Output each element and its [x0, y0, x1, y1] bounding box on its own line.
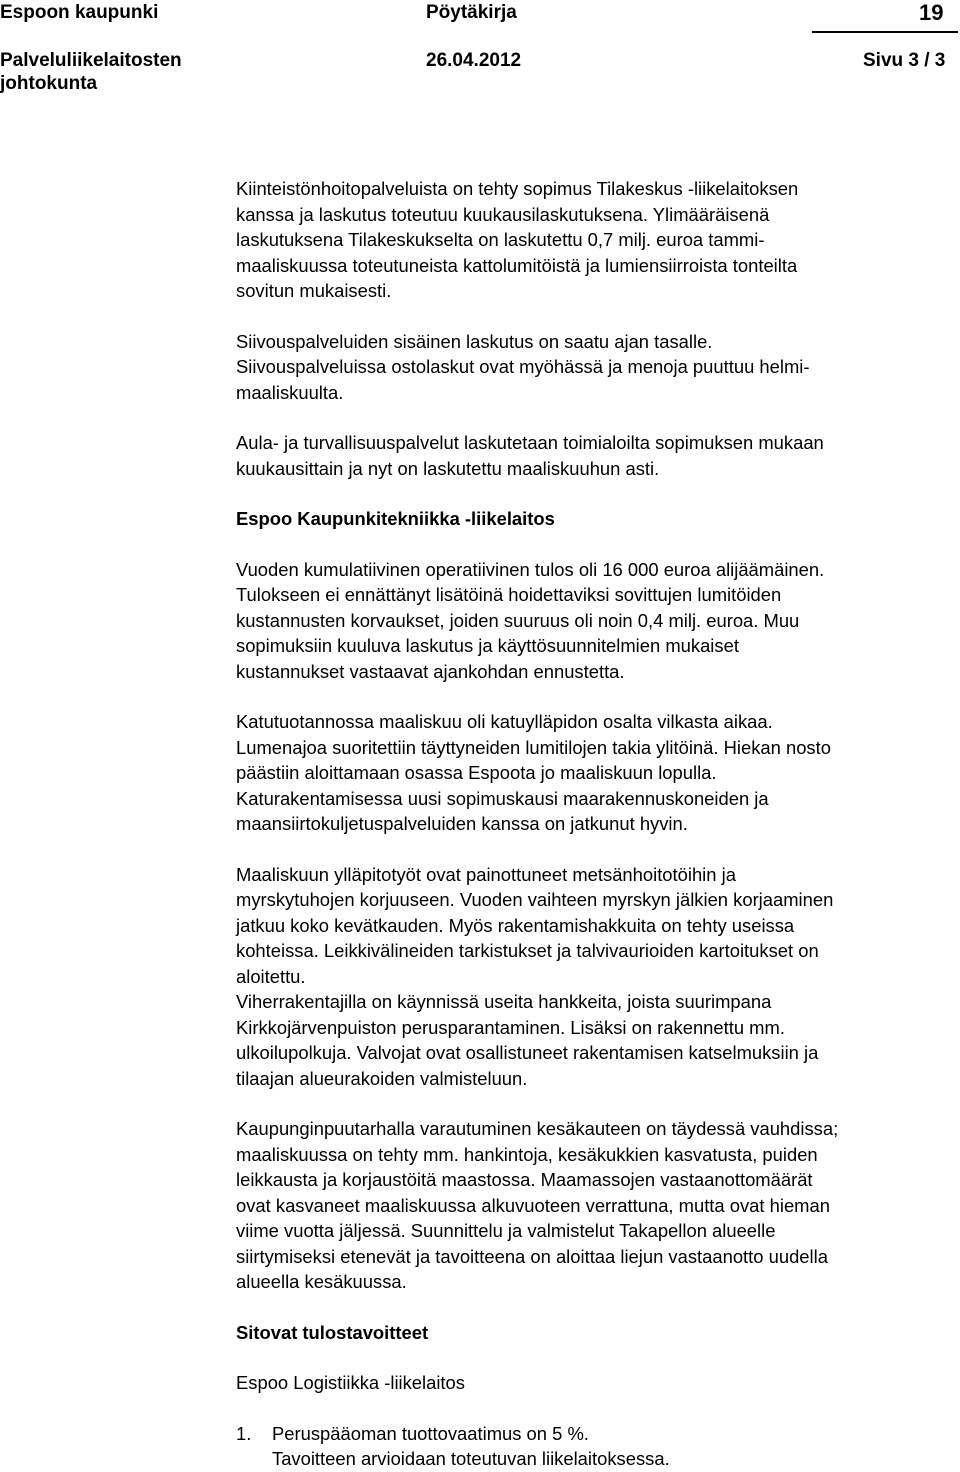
subheading-logistiikka: Espoo Logistiikka -liikelaitos	[236, 1372, 465, 1393]
unit-name-line1: Palveluliikelaitosten	[0, 50, 182, 71]
meeting-date: 26.04.2012	[426, 50, 522, 71]
section-heading-kaupunkitekniikka: Espoo Kaupunkitekniikka -liikelaitos	[236, 508, 555, 529]
paragraph-street-production: Katutuotannossa maaliskuu oli katuylläpidon osalta vilkasta aikaa. Lumenajoa suoritettiin täyttyneiden lumitilojen takia ylitöinä. Hiekan nosto päästiin aloittamaan osassa Espoota jo maaliskuun lopulla. Katurakentamisessa uusi sopimuskausi maarakennuskoneiden ja maansiirtokuljetuspalveluiden kanssa on jatkunut hyvin.	[236, 711, 831, 834]
organization-name: Espoon kaupunki	[0, 2, 159, 23]
list-item	[236, 1421, 960, 1472]
paragraph-maintenance: Maaliskuun ylläpitotyöt ovat painottuneet metsänhoitotöihin ja myrskytuhojen korjuuseen. Vuoden vaihteen myrskyn jälkien korjaaminen jatkuu koko kevätkauden. Myös rakentamishakkuita on tehty useissa kohteissa. Leikkivälineiden tarkistukset ja talvivaurioiden kartoitukset on aloitettu. Viherrakentajilla on käynnissä useita hankkeita, joista suurimpana Kirkkojärvenpuiston perusparantaminen. Lisäksi on rakennettu mm. ulkoilupolkuja. Valvojat ovat osallistuneet rakentamisen katselmuksiin ja tilaajan alueurakoiden valmisteluun.	[236, 863, 834, 1089]
paragraph-property-services: Kiinteistönhoitopalveluista on tehty sopimus Tilakeskus -liikelaitoksen kanssa ja laskutus toteutuu kuukausilaskutuksena. Ylimääräisenä laskutuksena Tilakeskukselta on laskutettu 0,7 milj. euroa tammi- maaliskuussa toteutuneista kattolumitöistä ja lumiensiirroista tonteilta sovitun mukaisesti.	[236, 178, 799, 301]
list-item-number: 1.	[236, 1422, 252, 1444]
header-rule	[812, 31, 958, 33]
page-number: Sivu 3 / 3	[863, 50, 946, 71]
paragraph-city-gardener: Kaupunginpuutarhalla varautuminen kesäkauteen on täydessä vauhdissa; maaliskuussa on tehty mm. hankintoja, kesäkukkien kasvatusta, puiden leikkausta ja korjaustöitä maastossa. Maamassojen vastaanottomäärät ovat kasvaneet maaliskuussa alkuvuoteen verrattuna, mutta ovat hieman viime vuotta jäljessä. Suunnittelu ja valmistelut Takapellon alueelle siirtymiseksi etenevät ja tavoitteena on aloittaa liejun vastaanotto uudella alueella kesäkuussa.	[236, 1118, 839, 1292]
unit-name-line2: johtokunta	[0, 73, 98, 94]
document-body	[236, 176, 960, 1472]
paragraph-cleaning-services: Siivouspalveluiden sisäinen laskutus on saatu ajan tasalle. Siivouspalveluissa ostolaskut ovat myöhässä ja menoja puuttuu helmi- maaliskuulta.	[236, 330, 810, 403]
section-heading-binding-targets: Sitovat tulostavoitteet	[236, 1321, 429, 1343]
paragraph-operating-result: Vuoden kumulatiivinen operatiivinen tulos oli 16 000 euroa alijäämäinen. Tulokseen ei ennättänyt lisätöinä hoidettaviksi sovittujen lumitöiden kustannusten korvaukset, joiden suuruus oli noin 0,4 milj. euroa. Muu sopimuksiin kuuluva laskutus ja käyttösuunnitelmien mukaiset kustannukset vastaavat ajankohdan ennustetta.	[236, 558, 825, 682]
paragraph-lobby-security: Aula- ja turvallisuuspalvelut laskutetaan toimialoilta sopimuksen mukaan kuukausittain ja nyt on laskutettu maaliskuuhun asti.	[236, 432, 824, 479]
document-number: 19	[919, 0, 944, 25]
list-item-text: Peruspääoman tuottovaatimus on 5 %. Tavoitteen arvioidaan toteutuvan liikelaitoksessa.	[272, 1422, 670, 1469]
document-type: Pöytäkirja	[426, 2, 517, 23]
